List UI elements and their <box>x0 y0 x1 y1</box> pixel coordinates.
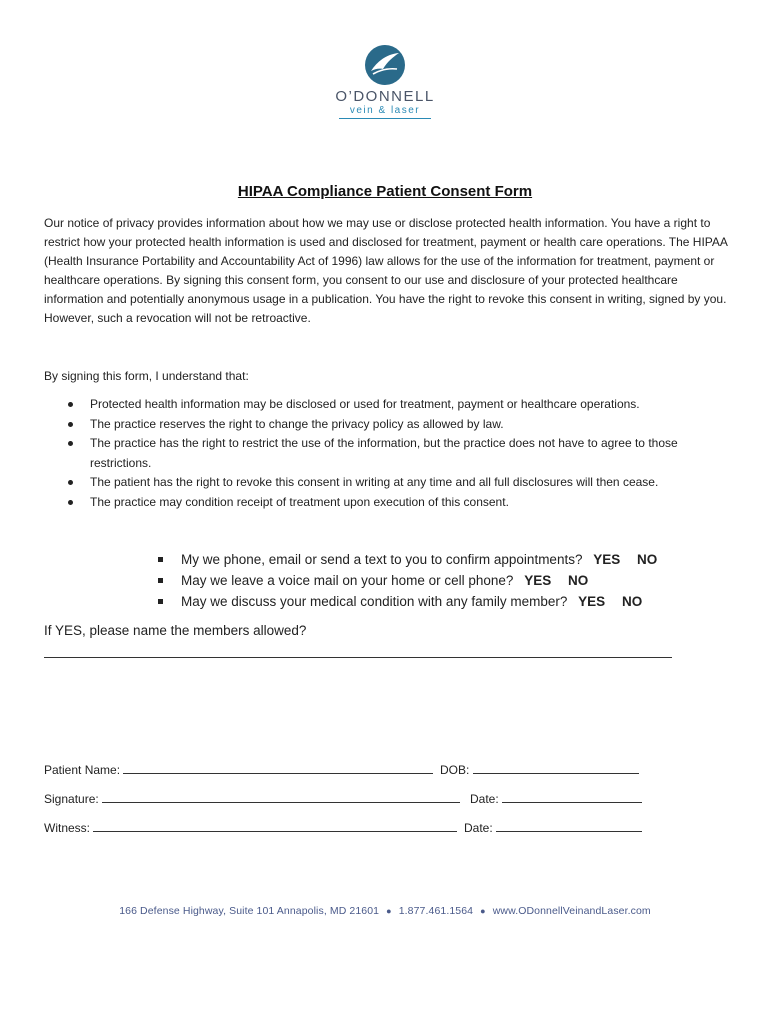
square-bullet-icon <box>158 557 163 562</box>
signature-date-field[interactable] <box>470 790 642 806</box>
yes-option[interactable]: YES <box>593 552 621 567</box>
question-text: My we phone, email or send a text to you to confirm appointments? <box>181 552 583 567</box>
bullet-icon <box>68 422 73 427</box>
question-voicemail <box>157 570 657 591</box>
footer-phone: 1.877.461.1564 <box>398 905 474 917</box>
yes-option[interactable]: YES <box>524 573 552 588</box>
question-text: May we leave a voice mail on your home or cell phone? <box>181 573 514 588</box>
dot-separator-icon: ● <box>386 906 392 916</box>
footer-address: 166 Defense Highway, Suite 101 Annapolis, MD 21601 <box>119 905 380 917</box>
dob-field[interactable] <box>440 761 639 777</box>
list-item <box>44 493 734 513</box>
list-item-text: The practice may condition receipt of treatment upon execution of this consent. <box>90 494 509 509</box>
no-option[interactable]: NO <box>637 552 658 567</box>
patient-row <box>44 761 664 777</box>
logo-subtitle: vein & laser <box>349 105 421 116</box>
odonnell-logo <box>320 44 450 134</box>
members-label: If YES, please name the members allowed? <box>44 623 307 638</box>
square-bullet-icon <box>158 599 163 604</box>
members-input-line[interactable] <box>44 657 672 658</box>
patient-name-field[interactable] <box>44 761 433 777</box>
question-family-member <box>157 591 657 612</box>
bullet-icon <box>68 500 73 505</box>
signature-row <box>44 790 664 806</box>
understanding-intro: By signing this form, I understand that: <box>44 369 249 383</box>
dob-label: DOB: <box>440 763 470 777</box>
logo-name: O’DONNELL <box>335 88 435 105</box>
signature-line[interactable] <box>102 790 460 803</box>
logo-divider <box>339 118 431 119</box>
dot-separator-icon: ● <box>480 906 486 916</box>
square-bullet-icon <box>158 578 163 583</box>
witness-date-label: Date: <box>464 821 493 835</box>
signature-date-label: Date: <box>470 792 499 806</box>
list-item-text: The practice reserves the right to change the privacy policy as allowed by law. <box>90 416 504 431</box>
understanding-list <box>44 395 734 512</box>
list-item <box>44 395 734 415</box>
patient-name-label: Patient Name: <box>44 763 121 777</box>
signature-label: Signature: <box>44 792 99 806</box>
list-item <box>44 473 734 493</box>
patient-name-line[interactable] <box>123 761 433 774</box>
contact-footer <box>0 905 770 917</box>
witness-date-line[interactable] <box>496 819 642 832</box>
list-item <box>44 434 734 473</box>
witness-label: Witness: <box>44 821 91 835</box>
witness-line[interactable] <box>93 819 457 832</box>
bullet-icon <box>68 480 73 485</box>
signature-date-line[interactable] <box>502 790 642 803</box>
privacy-notice: Our notice of privacy provides information about how we may use or disclose protected health information. You have a right to restrict how your protected health information is used and disclosed for treatment, payment or health care operations. The HIPAA (Health Insurance Portability and Accountability Act of 1996) law allows for the use of the information for treatment, payment or healthcare operations. By signing this consent form, you consent to our use and disclosure of your protected healthcare information and potentially anonymous usage in a publication. You have the right to revoke this consent in writing, signed by you. However, such a revocation will not be retroactive. <box>44 216 728 325</box>
no-option[interactable]: NO <box>567 573 589 588</box>
list-item-text: The practice has the right to restrict the use of the information, but the practice does not have to agree to those restrictions. <box>90 436 678 470</box>
logo-emblem-icon <box>364 44 406 86</box>
dob-line[interactable] <box>473 761 639 774</box>
no-option[interactable]: NO <box>621 594 643 609</box>
form-title: HIPAA Compliance Patient Consent Form <box>237 183 533 200</box>
bullet-icon <box>68 441 73 446</box>
question-appointments <box>157 549 657 570</box>
yes-option[interactable]: YES <box>578 594 606 609</box>
witness-row <box>44 819 664 835</box>
witness-date-field[interactable] <box>464 819 642 835</box>
list-item-text: Protected health information may be disclosed or used for treatment, payment or healthcare operations. <box>90 397 640 411</box>
question-text: May we discuss your medical condition with any family member? <box>181 594 568 609</box>
list-item <box>44 415 734 435</box>
signature-field[interactable] <box>44 790 460 806</box>
consent-questions <box>157 549 657 612</box>
footer-website[interactable]: www.ODonnellVeinandLaser.com <box>492 905 651 917</box>
witness-field[interactable] <box>44 819 457 835</box>
list-item-text: The patient has the right to revoke this consent in writing at any time and all full disclosures will then cease. <box>90 475 659 489</box>
bullet-icon <box>68 402 73 407</box>
